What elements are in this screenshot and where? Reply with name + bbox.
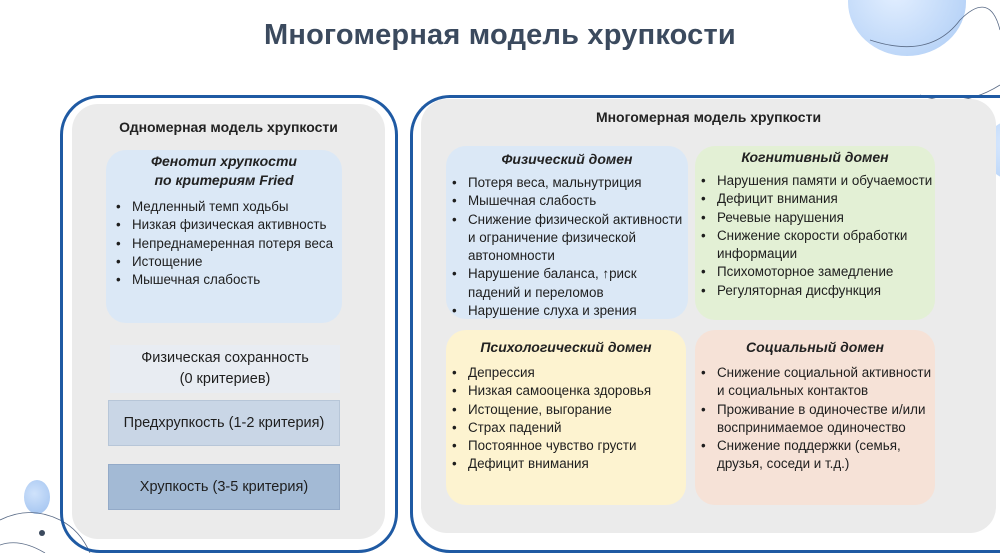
list-item: • Психомоторное замедление xyxy=(695,263,935,281)
psychological-domain-title: Психологический домен xyxy=(480,339,652,355)
social-domain-title: Социальный домен xyxy=(746,339,884,355)
list-item: • Нарушение слуха и зрения xyxy=(446,302,688,320)
physical-domain-list xyxy=(446,174,688,320)
list-item: • Дефицит внимания xyxy=(446,455,686,473)
list-item: • Мышечная слабость xyxy=(110,271,338,289)
social-domain-card xyxy=(695,330,935,505)
cognitive-domain-title: Когнитивный домен xyxy=(741,149,889,165)
list-item: • Медленный темп ходьбы xyxy=(110,198,338,216)
cognitive-domain-list xyxy=(695,172,935,300)
multidimensional-panel-title: Многомерная модель хрупкости xyxy=(595,109,822,125)
decorative-circle-bottom-left xyxy=(24,480,50,514)
list-item: • Низкая физическая активность xyxy=(110,216,338,234)
list-item: • Потеря веса, мальнутриция xyxy=(446,174,688,192)
list-item: • Проживание в одиночестве и/или воспринимаемое одиночество xyxy=(695,401,935,438)
list-item: • Постоянное чувство грусти xyxy=(446,437,686,455)
fried-phenotype-card xyxy=(106,150,342,323)
list-item: • Истощение, выгорание xyxy=(446,401,686,419)
fried-title-line1: Фенотип хрупкости xyxy=(151,153,297,169)
fried-card-title xyxy=(110,152,338,190)
list-item: • Регуляторная дисфункция xyxy=(695,282,935,300)
psychological-domain-card xyxy=(446,330,686,505)
list-item: • Низкая самооценка здоровья xyxy=(446,382,686,400)
social-domain-list xyxy=(695,364,935,474)
list-item: • Снижение скорости обработки информации xyxy=(695,227,935,264)
status-preserved-line2: (0 критериев) xyxy=(179,371,271,387)
list-item: • Снижение поддержки (семья, друзья, соседи и т.д.) xyxy=(695,437,935,474)
list-item: • Нарушение баланса, ↑риск падений и переломов xyxy=(446,265,688,302)
status-frailty: Хрупкость (3-5 критерия) xyxy=(108,464,340,510)
list-item: • Снижение физической активности и ограничение физической автономности xyxy=(446,211,688,266)
cognitive-domain-card xyxy=(695,146,935,320)
list-item: • Дефицит внимания xyxy=(695,190,935,208)
slide-title: Многомерная модель хрупкости xyxy=(264,19,736,51)
list-item: • Истощение xyxy=(110,253,338,271)
fried-criteria-list xyxy=(110,198,338,289)
list-item: • Мышечная слабость xyxy=(446,192,688,210)
status-prefrailty: Предхрупкость (1-2 критерия) xyxy=(108,400,340,446)
physical-domain-title: Физический домен xyxy=(501,151,633,167)
list-item: • Нарушения памяти и обучаемости xyxy=(695,172,935,190)
list-item: • Речевые нарушения xyxy=(695,209,935,227)
physical-domain-card xyxy=(446,146,688,319)
fried-title-line2: по критериям Fried xyxy=(154,172,294,188)
list-item: • Депрессия xyxy=(446,364,686,382)
list-item: • Снижение социальной активности и социальных контактов xyxy=(695,364,935,401)
list-item: • Страх падений xyxy=(446,419,686,437)
status-physical-preservation xyxy=(110,345,340,393)
status-preserved-line1: Физическая сохранность xyxy=(141,350,309,366)
list-item: • Непреднамеренная потеря веса xyxy=(110,235,338,253)
unidimensional-panel-title: Одномерная модель хрупкости xyxy=(119,119,338,135)
psychological-domain-list xyxy=(446,364,686,474)
